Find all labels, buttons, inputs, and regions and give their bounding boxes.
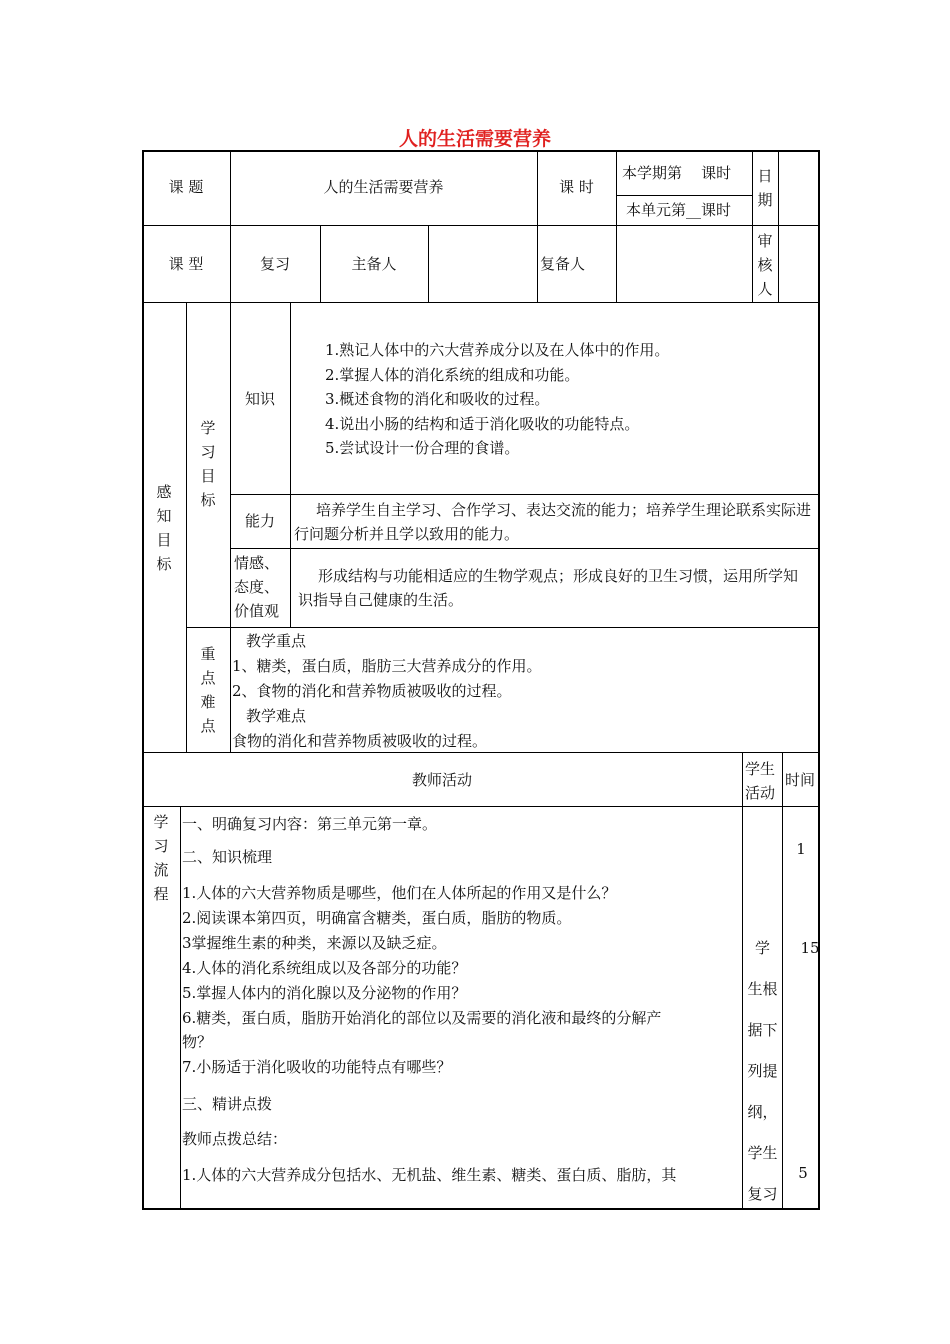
- activity-line: 教师点拨总结：: [182, 1130, 288, 1148]
- activity-line: 7.小肠适于消化吸收的功能特点有哪些？: [182, 1058, 452, 1076]
- date-label: 日期: [757, 167, 773, 209]
- knowledge-item: 4.说出小肠的结构和适于消化吸收的功能特点。: [325, 415, 640, 433]
- key-difficulty-label: 重点难点: [200, 645, 216, 735]
- student-line: 学生: [747, 1144, 778, 1162]
- emotion-text: 形成结构与功能相适应的生物学观点；形成良好的卫生习惯，运用所学知识指导自己健康的生活。: [298, 567, 799, 609]
- key-line: 教学重点: [246, 632, 307, 650]
- knowledge-item: 2.掌握人体的消化系统的组成和功能。: [325, 366, 580, 384]
- key-line: 1、糖类，蛋白质，脂肪三大营养成分的作用。: [232, 657, 542, 675]
- ability-text: 培养学生自主学习、合作学习、表达交流的能力；培养学生理论联系实际进行问题分析并且学以致用的能力。: [294, 501, 812, 543]
- activity-line: 一、明确复习内容：第三单元第一章。: [182, 815, 438, 833]
- key-line: 2、食物的消化和营养物质被吸收的过程。: [232, 682, 512, 700]
- type-value: 复习: [259, 255, 290, 273]
- knowledge-item: 1.熟记人体中的六大营养成分以及在人体中的作用。: [325, 341, 670, 359]
- student-line: 复习: [747, 1185, 778, 1203]
- period-unit: 本单元第__课时: [626, 201, 732, 219]
- key-line: 教学难点: [246, 707, 307, 725]
- emotion-label: 情感、态度、价值观: [234, 554, 280, 620]
- period-label: 课 时: [559, 178, 594, 196]
- student-line: 生根: [747, 980, 778, 998]
- activity-line: 3掌握维生素的种类，来源以及缺乏症。: [182, 934, 447, 952]
- teacher-activity-header: 教师活动: [411, 771, 472, 789]
- activity-line: 2.阅读课本第四页，明确富含糖类，蛋白质，脂肪的物质。: [182, 909, 572, 927]
- time-value: 1: [796, 840, 806, 858]
- activity-line: 1.人体的六大营养成分包括水、无机盐、维生素、糖类、蛋白质、脂肪，其: [182, 1166, 677, 1184]
- subject-label: 课 题: [168, 178, 204, 196]
- document-title: 人的生活需要营养: [398, 128, 551, 150]
- activity-line: 物？: [182, 1033, 213, 1051]
- time-value: 5: [798, 1164, 808, 1182]
- knowledge-label: 知识: [244, 390, 275, 408]
- time-value: 15: [800, 939, 820, 957]
- perceive-goals-label: 感知目标: [156, 483, 172, 573]
- activity-line: 1.人体的六大营养物质是哪些，他们在人体所起的作用又是什么？: [182, 884, 617, 902]
- ability-label: 能力: [244, 512, 275, 530]
- student-line: 学: [754, 939, 770, 957]
- student-line: 据下: [747, 1021, 778, 1039]
- activity-line: 6.糖类，蛋白质，脂肪开始消化的部位以及需要的消化液和最终的分解产: [182, 1009, 662, 1027]
- student-activity-header: 学生活动: [745, 760, 776, 802]
- student-line: 列提: [747, 1062, 778, 1080]
- lead-label: 主备人: [351, 255, 397, 273]
- activity-line: 三、精讲点拨: [182, 1095, 273, 1113]
- process-label: 学习流程: [153, 813, 169, 903]
- subject-value: 人的生活需要营养: [323, 178, 444, 196]
- reviewer-label: 审核人: [757, 232, 773, 298]
- period-semester: 本学期第 课时: [622, 164, 732, 182]
- key-line: 食物的消化和营养物质被吸收的过程。: [232, 732, 488, 750]
- backup-label: 复备人: [540, 255, 586, 273]
- knowledge-item: 5.尝试设计一份合理的食谱。: [325, 439, 520, 457]
- type-label: 课 型: [168, 255, 204, 273]
- activity-line: 5.掌握人体内的消化腺以及分泌物的作用？: [182, 984, 467, 1002]
- activity-line: 4.人体的消化系统组成以及各部分的功能？: [182, 959, 467, 977]
- study-goals-label: 学习目标: [200, 419, 216, 509]
- knowledge-item: 3.概述食物的消化和吸收的过程。: [325, 390, 550, 408]
- student-line: 纲，: [747, 1103, 778, 1121]
- activity-line: 二、知识梳理: [182, 848, 273, 866]
- time-header: 时间: [784, 771, 815, 789]
